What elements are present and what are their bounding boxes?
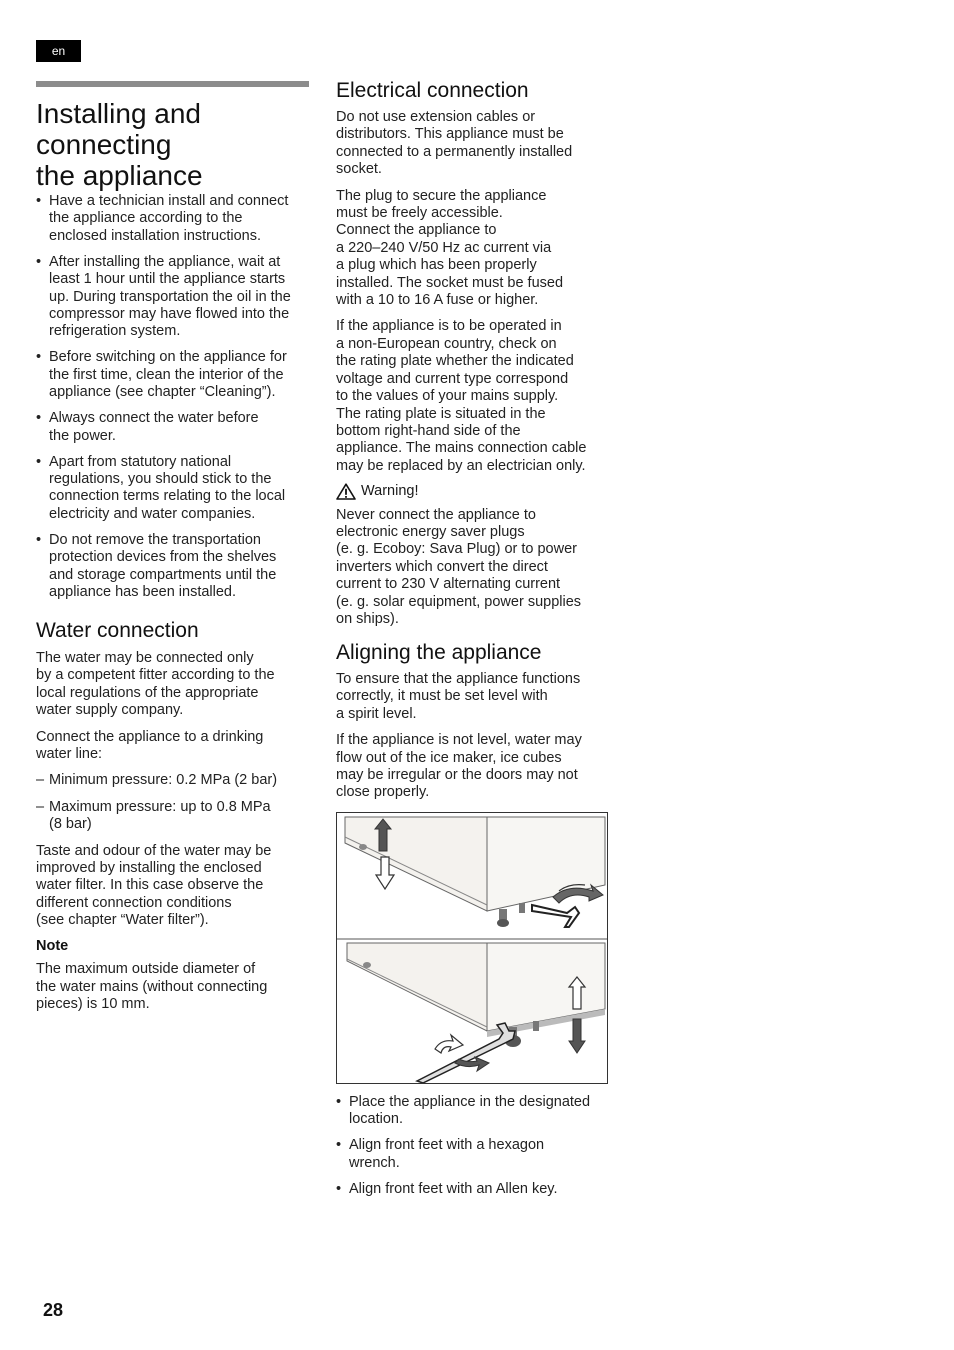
water-paragraph-1: The water may be connected only by a competent fitter according to the local regulations of the appropriate water supply company.	[36, 650, 275, 719]
electrical-paragraph-1: Do not use extension cables or distributors. This appliance must be connected to a permanently installed socket.	[336, 109, 573, 178]
install-bullets	[36, 193, 316, 610]
electrical-paragraph-3: If the appliance is to be operated in a non-European country, check on the rating plate whether the indicated voltage and current type correspond to the values of your mains supply. The rating plate is situated in the bottom right-hand side of the appliance. The mains connection cable may be replaced by an electrician only.	[336, 318, 587, 474]
align-paragraph-2: If the appliance is not level, water may flow out of the ice maker, ice cubes may be irregular or the doors may not close properly.	[336, 732, 582, 801]
align-section	[336, 641, 616, 802]
install-bullet-4: • Always connect the water before the power.	[36, 410, 316, 445]
align-paragraph-1: To ensure that the appliance functions correctly, it must be set level with a spirit level.	[336, 671, 581, 722]
water-section	[36, 619, 316, 1013]
alignment-illustration	[336, 812, 608, 1084]
warning-label: Warning!	[361, 483, 419, 500]
warning-text: Never connect the appliance to electronic energy saver plugs (e. g. Ecoboy: Sava Plug) or to power inverters which convert the direct current to 230 V alternating current (e. g. solar equipment, power supplies on ships).	[336, 506, 582, 627]
warning-title	[336, 483, 616, 500]
electrical-heading: Electrical connection	[336, 79, 529, 102]
water-paragraph-2: Connect the appliance to a drinking water line:	[36, 728, 264, 763]
install-bullet-5: • Apart from statutory national regulations, you should stick to the connection terms relating to the local electricity and water companies.	[36, 454, 316, 524]
electrical-section	[336, 79, 616, 628]
min-pressure-item: – Minimum pressure: 0.2 MPa (2 bar)	[36, 772, 278, 789]
appliance-bottom-view	[347, 943, 605, 1083]
align-bullet-2: • Align front feet with a hexagon wrench.	[336, 1137, 616, 1172]
language-tab: en	[36, 40, 81, 62]
section-rule	[36, 81, 309, 87]
max-pressure-item: – Maximum pressure: up to 0.8 MPa (8 bar)	[36, 798, 271, 833]
install-bullet-1: • Have a technician install and connect the appliance according to the enclosed installation instructions.	[36, 193, 316, 245]
alignment-diagram	[337, 813, 607, 1083]
page-title: Installing and connecting the appliance	[36, 98, 203, 191]
water-paragraph-3: Taste and odour of the water may be improved by installing the enclosed water filter. In this case observe the different connection conditions (see chapter “Water filter”).	[36, 842, 272, 929]
note-text: The maximum outside diameter of the water mains (without connecting pieces) is 10 mm.	[36, 961, 268, 1012]
note-label: Note	[36, 937, 69, 954]
install-bullet-2: • After installing the appliance, wait at least 1 hour until the appliance starts up. During transportation the oil in the compressor may have flowed into the refrigeration system.	[36, 254, 316, 341]
warning-icon	[336, 483, 356, 500]
install-bullet-6: • Do not remove the transportation protection devices from the shelves and storage compartments until the appliance has been installed.	[36, 532, 316, 602]
install-bullet-3: • Before switching on the appliance for the first time, clean the interior of the appliance (see chapter “Cleaning”).	[36, 349, 316, 401]
align-heading: Aligning the appliance	[336, 641, 542, 664]
align-bullet-1: • Place the appliance in the designated location.	[336, 1094, 616, 1129]
align-bullets	[336, 1094, 616, 1207]
electrical-paragraph-2: The plug to secure the appliance must be freely accessible. Connect the appliance to a 220–240 V/50 Hz ac current via a plug which has been properly installed. The socket must be fused with a 10 to 16 A fuse or higher.	[336, 187, 564, 309]
water-heading: Water connection	[36, 619, 199, 642]
appliance-top-view	[345, 817, 605, 927]
page-number: 28	[43, 1300, 64, 1320]
align-bullet-3: • Align front feet with an Allen key.	[336, 1181, 616, 1198]
